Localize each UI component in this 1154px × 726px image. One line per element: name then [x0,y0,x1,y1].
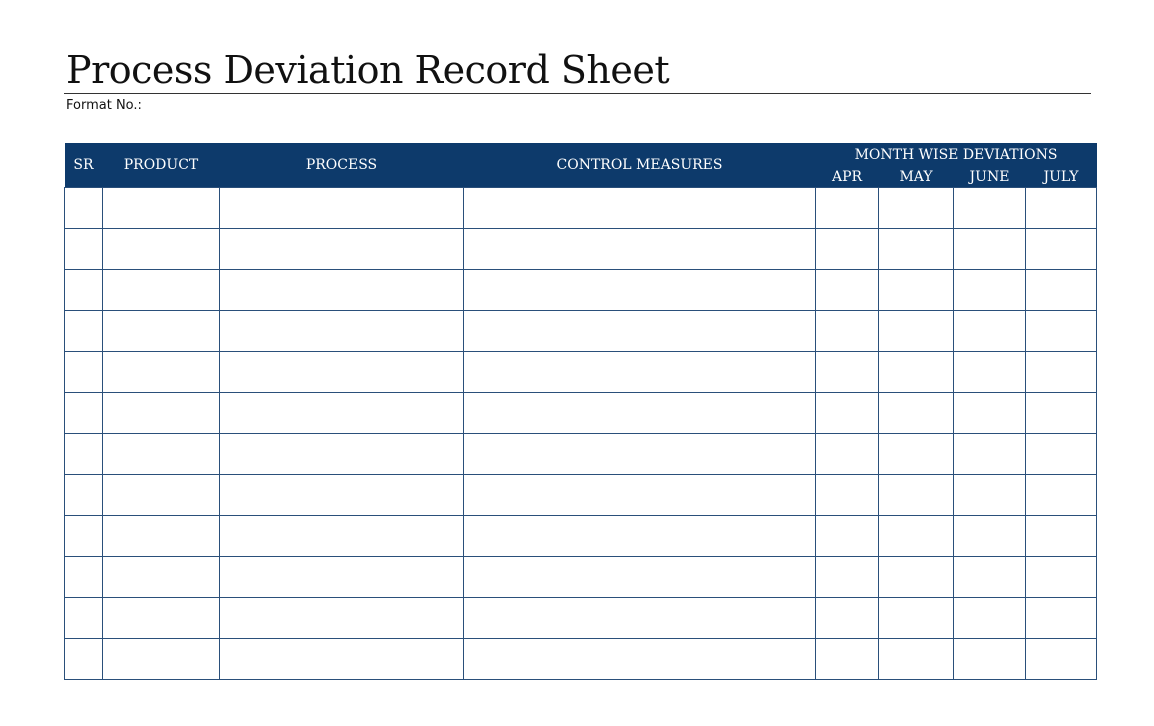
cell-sr[interactable] [65,270,103,311]
cell-apr[interactable] [816,188,879,229]
cell-process[interactable] [220,598,464,639]
cell-july[interactable] [1026,475,1097,516]
table-row [65,352,1097,393]
page-title: Process Deviation Record Sheet [66,48,670,92]
cell-may[interactable] [879,557,954,598]
cell-process[interactable] [220,311,464,352]
cell-apr[interactable] [816,270,879,311]
cell-product[interactable] [103,598,220,639]
table-row [65,270,1097,311]
cell-process[interactable] [220,516,464,557]
header-month-june: JUNE [954,167,1026,188]
cell-apr[interactable] [816,557,879,598]
cell-control-measures[interactable] [464,270,816,311]
table-row [65,434,1097,475]
table-row [65,475,1097,516]
cell-apr[interactable] [816,475,879,516]
cell-may[interactable] [879,270,954,311]
table-row [65,639,1097,680]
cell-may[interactable] [879,598,954,639]
title-divider [64,93,1091,94]
cell-control-measures[interactable] [464,188,816,229]
cell-may[interactable] [879,639,954,680]
cell-sr[interactable] [65,229,103,270]
header-month-apr: APR [816,167,879,188]
cell-june[interactable] [954,393,1026,434]
cell-july[interactable] [1026,270,1097,311]
cell-may[interactable] [879,516,954,557]
cell-control-measures[interactable] [464,557,816,598]
cell-june[interactable] [954,516,1026,557]
cell-process[interactable] [220,639,464,680]
cell-sr[interactable] [65,311,103,352]
deviation-record-table [64,143,1097,680]
cell-sr[interactable] [65,639,103,680]
cell-control-measures[interactable] [464,475,816,516]
cell-july[interactable] [1026,516,1097,557]
cell-process[interactable] [220,557,464,598]
cell-apr[interactable] [816,639,879,680]
table-row [65,598,1097,639]
cell-product[interactable] [103,639,220,680]
cell-product[interactable] [103,393,220,434]
table-body [65,188,1097,680]
cell-apr[interactable] [816,516,879,557]
cell-control-measures[interactable] [464,393,816,434]
cell-product[interactable] [103,229,220,270]
cell-may[interactable] [879,188,954,229]
cell-control-measures[interactable] [464,311,816,352]
cell-june[interactable] [954,557,1026,598]
table-row [65,516,1097,557]
cell-sr[interactable] [65,598,103,639]
header-control-measures: CONTROL MEASURES [464,143,816,188]
header-month-may: MAY [879,167,954,188]
cell-sr[interactable] [65,393,103,434]
cell-june[interactable] [954,311,1026,352]
cell-july[interactable] [1026,229,1097,270]
cell-control-measures[interactable] [464,434,816,475]
cell-may[interactable] [879,229,954,270]
cell-july[interactable] [1026,311,1097,352]
cell-control-measures[interactable] [464,598,816,639]
header-month-july: JULY [1026,167,1097,188]
header-product: PRODUCT [103,143,220,188]
cell-product[interactable] [103,516,220,557]
cell-product[interactable] [103,557,220,598]
cell-apr[interactable] [816,311,879,352]
cell-product[interactable] [103,270,220,311]
cell-process[interactable] [220,434,464,475]
cell-apr[interactable] [816,393,879,434]
header-month-wise-deviations: MONTH WISE DEVIATIONS [816,143,1097,167]
cell-control-measures[interactable] [464,229,816,270]
table-row [65,311,1097,352]
cell-july[interactable] [1026,639,1097,680]
cell-apr[interactable] [816,598,879,639]
cell-sr[interactable] [65,516,103,557]
cell-process[interactable] [220,270,464,311]
cell-process[interactable] [220,188,464,229]
cell-process[interactable] [220,229,464,270]
cell-june[interactable] [954,434,1026,475]
cell-june[interactable] [954,188,1026,229]
cell-july[interactable] [1026,434,1097,475]
cell-process[interactable] [220,393,464,434]
cell-june[interactable] [954,229,1026,270]
cell-may[interactable] [879,393,954,434]
cell-control-measures[interactable] [464,639,816,680]
cell-product[interactable] [103,434,220,475]
cell-apr[interactable] [816,434,879,475]
cell-apr[interactable] [816,229,879,270]
cell-product[interactable] [103,188,220,229]
cell-product[interactable] [103,352,220,393]
table-row [65,188,1097,229]
cell-product[interactable] [103,475,220,516]
cell-july[interactable] [1026,352,1097,393]
cell-may[interactable] [879,434,954,475]
cell-control-measures[interactable] [464,516,816,557]
table-row [65,229,1097,270]
cell-july[interactable] [1026,557,1097,598]
cell-may[interactable] [879,311,954,352]
cell-process[interactable] [220,352,464,393]
cell-june[interactable] [954,598,1026,639]
table-header [65,143,1097,188]
cell-sr[interactable] [65,188,103,229]
format-number-label: Format No.: [66,98,142,113]
cell-june[interactable] [954,270,1026,311]
cell-june[interactable] [954,639,1026,680]
cell-apr[interactable] [816,352,879,393]
cell-june[interactable] [954,352,1026,393]
cell-process[interactable] [220,475,464,516]
header-process: PROCESS [220,143,464,188]
cell-sr[interactable] [65,352,103,393]
cell-sr[interactable] [65,475,103,516]
cell-july[interactable] [1026,393,1097,434]
cell-may[interactable] [879,475,954,516]
cell-sr[interactable] [65,557,103,598]
header-sr: SR [65,143,103,188]
cell-july[interactable] [1026,598,1097,639]
table-row [65,393,1097,434]
table-row [65,557,1097,598]
cell-control-measures[interactable] [464,352,816,393]
cell-june[interactable] [954,475,1026,516]
cell-product[interactable] [103,311,220,352]
cell-july[interactable] [1026,188,1097,229]
cell-may[interactable] [879,352,954,393]
cell-sr[interactable] [65,434,103,475]
